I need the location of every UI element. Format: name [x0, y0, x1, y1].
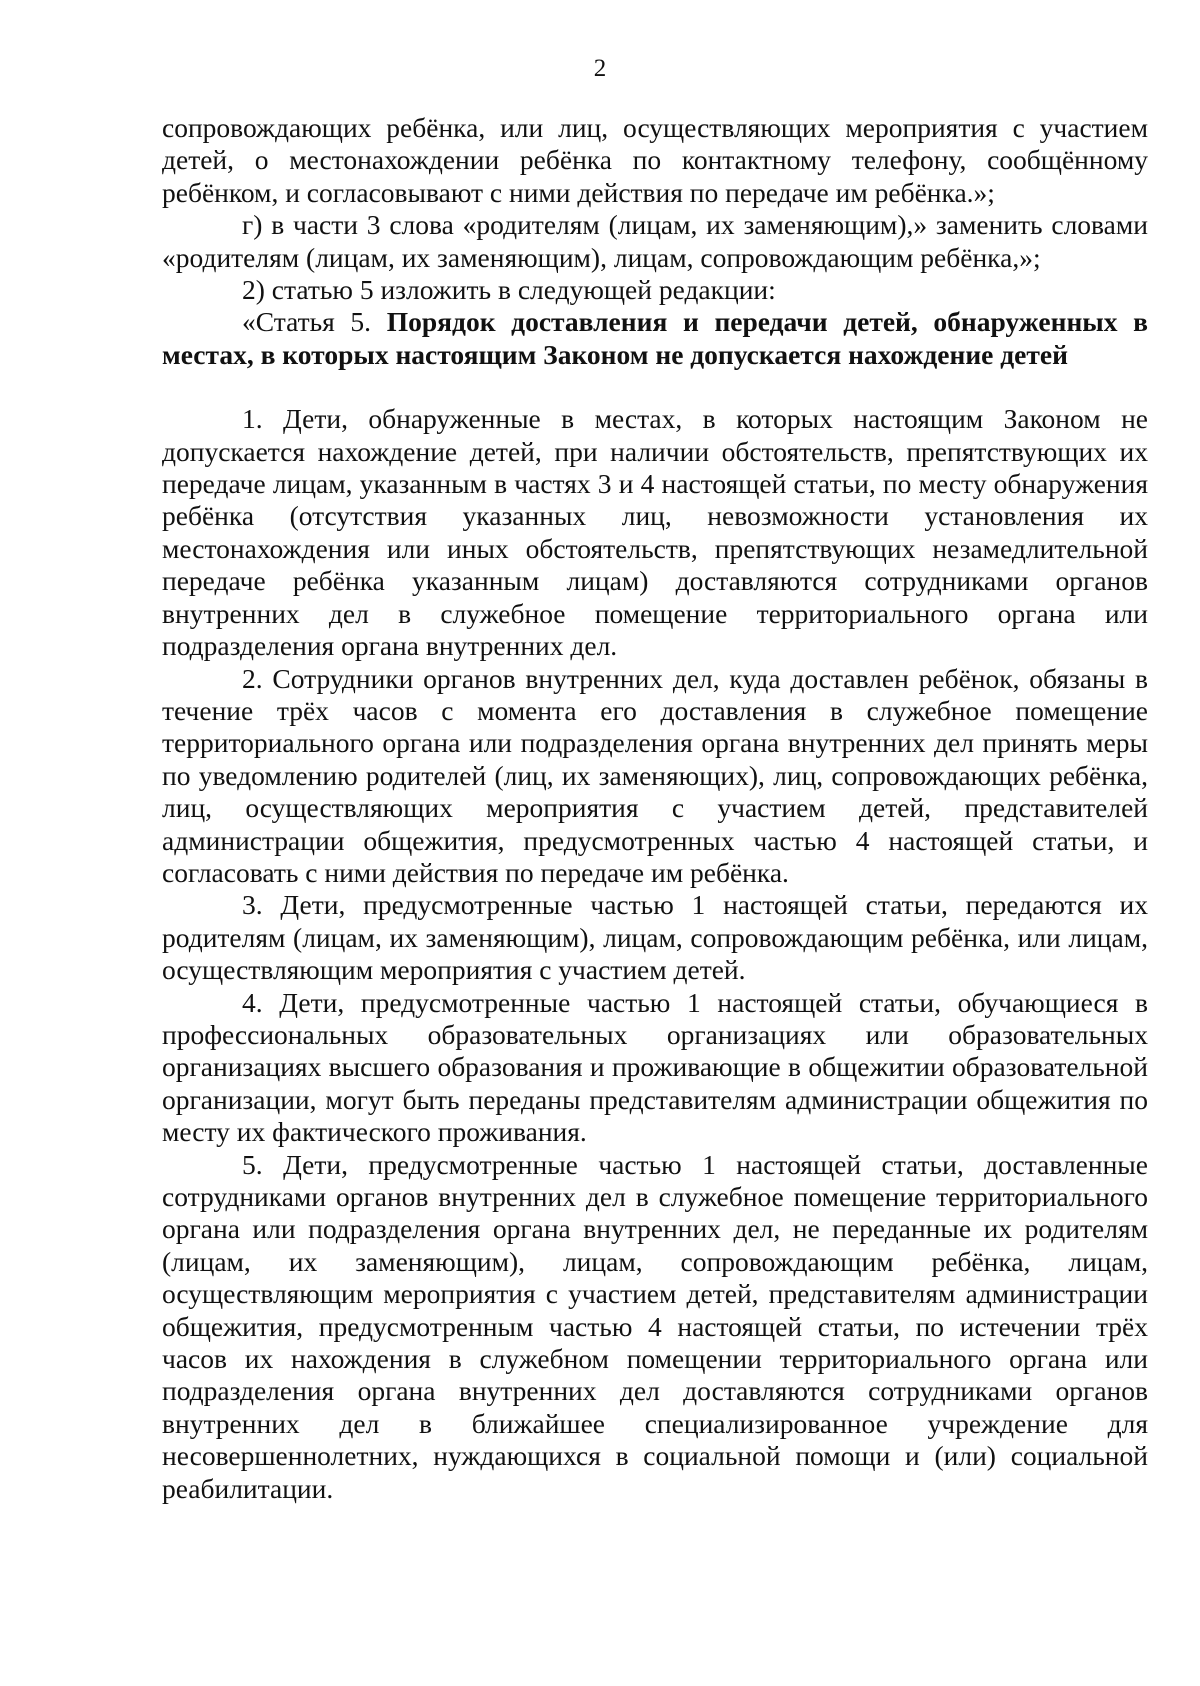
clause-5: 5. Дети, предусмотренные частью 1 настоящей статьи, доставленные сотрудниками органов внутренних дел в служебное помещение территориального органа или подразделения органа внутренних дел, не переданные их родителям (лицам, их заменяющим), лицам, сопровождающим ребёнка, лицам, осуществляющим мероприятия с участием детей, представителям администрации общежития, предусмотренным частью 4 настоящей статьи, по истечении трёх часов их нахождения в служебном помещении территориального органа или подразделения органа внутренних дел доставляются сотрудниками органов внутренних дел в ближайшее специализированное учреждение для несовершеннолетних, нуждающихся в социальной помощи и (или) социальной реабилитации.: [162, 1148, 1148, 1504]
page-number: 2: [593, 55, 607, 82]
article-heading: [162, 306, 1148, 371]
article-title: Порядок доставления и передачи детей, обнаруженных в местах, в которых настоящим Законом не допускается нахождение детей: [162, 306, 1148, 370]
paragraph-amendment-2: 2) статью 5 изложить в следующей редакции:: [242, 274, 776, 306]
document-body: [162, 112, 1148, 1505]
clause-4: 4. Дети, предусмотренные частью 1 настоящей статьи, обучающиеся в профессиональных образовательных организациях или образовательных организациях высшего образования и проживающие в общежитии образовательной организации, могут быть переданы представителям администрации общежития по месту их фактического проживания.: [162, 986, 1148, 1148]
clause-3: 3. Дети, предусмотренные частью 1 настоящей статьи, передаются их родителям (лицам, их заменяющим), лицам, сопровождающим ребёнка, или лицам, осуществляющим мероприятия с участием детей.: [162, 889, 1148, 986]
paragraph-amendment-g: г) в части 3 слова «родителям (лицам, их заменяющим),» заменить словами «родителям (лицам, их заменяющим), лицам, сопровождающим ребёнка,»;: [162, 209, 1148, 273]
clause-2: 2. Сотрудники органов внутренних дел, куда доставлен ребёнок, обязаны в течение трёх часов с момента его доставления в служебное помещение территориального органа или подразделения органа внутренних дел принять меры по уведомлению родителей (лиц, их заменяющих), лиц, сопровождающих ребёнка, лиц, осуществляющих мероприятия с участием детей, представителей администрации общежития, предусмотренных частью 4 настоящей статьи, и согласовать с ними действия по передаче им ребёнка.: [162, 662, 1148, 888]
paragraph-continuation: сопровождающих ребёнка, или лиц, осуществляющих мероприятия с участием детей, о местонахождении ребёнка по контактному телефону, сообщённому ребёнком, и согласовывают с ними действия по передаче им ребёнка.»;: [162, 112, 1148, 208]
clause-1: 1. Дети, обнаруженные в местах, в которых настоящим Законом не допускается нахождение детей, при наличии обстоятельств, препятствующих их передаче лицам, указанным в частях 3 и 4 настоящей статьи, по месту обнаружения ребёнка (отсутствия указанных лиц, невозможности установления их местонахождения или иных обстоятельств, препятствующих незамедлительной передаче ребёнка указанным лицам) доставляются сотрудниками органов внутренних дел в служебное помещение территориального органа или подразделения органа внутренних дел.: [162, 403, 1148, 662]
article-prefix: «Статья 5.: [242, 306, 372, 338]
